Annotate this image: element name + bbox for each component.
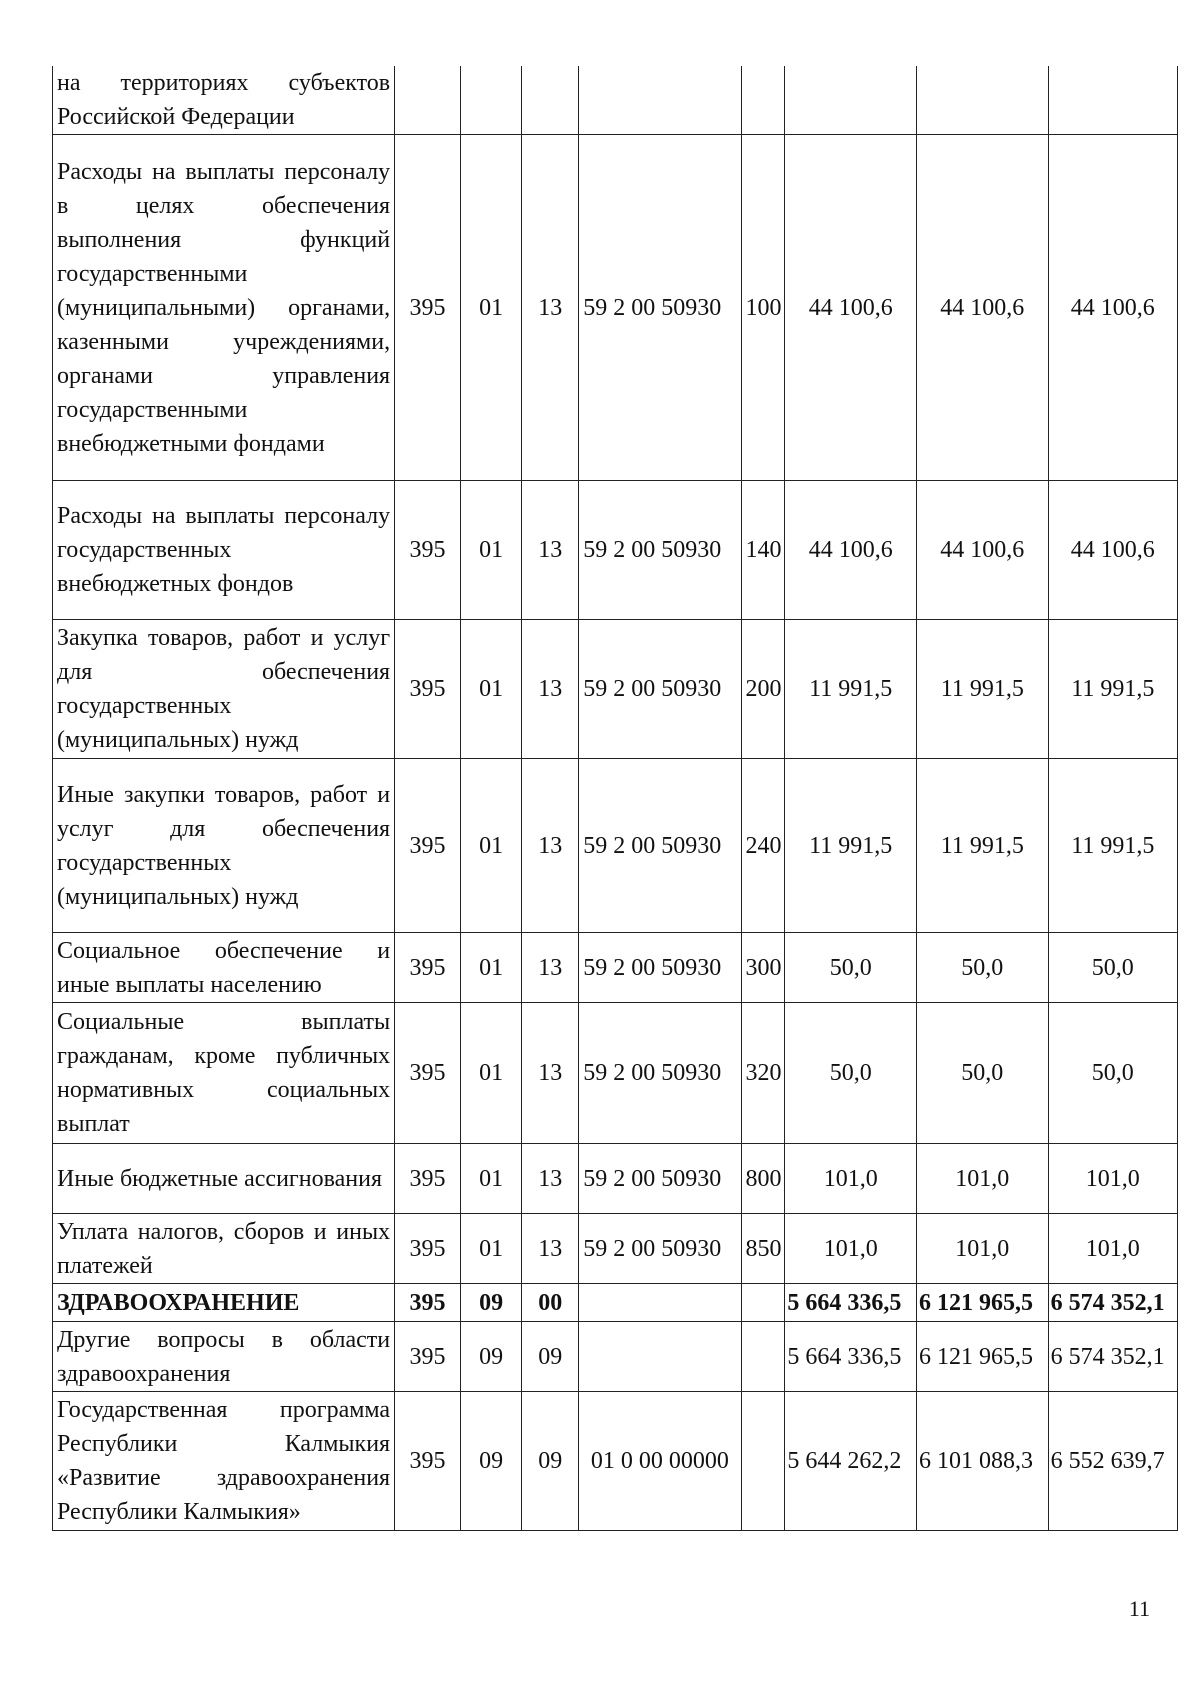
year3-amount-cell: 50,0 [1048,1003,1177,1144]
csr-cell: 01 0 00 00000 [579,1392,741,1531]
ved-cell: 395 [395,1214,461,1284]
vr-cell [741,1322,785,1392]
vr-cell [741,66,785,135]
csr-cell [579,1284,741,1322]
pr-cell: 13 [522,933,579,1003]
rz-cell: 01 [460,933,521,1003]
csr-cell: 59 2 00 50930 [579,1144,741,1214]
year3-amount-cell: 11 991,5 [1048,620,1177,759]
row-name-cell: Иные бюджетные ассигнования [53,1144,395,1214]
csr-cell: 59 2 00 50930 [579,1214,741,1284]
ved-cell: 395 [395,135,461,481]
row-name-cell: Социальное обеспечение и иные выплаты населению [53,933,395,1003]
rz-cell: 09 [460,1392,521,1531]
year1-amount-cell: 50,0 [785,933,917,1003]
year1-amount-cell: 101,0 [785,1144,917,1214]
year1-amount-cell: 5 664 336,5 [785,1322,917,1392]
row-name-cell: Уплата налогов, сборов и иных платежей [53,1214,395,1284]
vr-cell: 240 [741,759,785,933]
budget-table [52,66,1178,1531]
row-name-cell: Социальные выплаты гражданам, кроме публичных нормативных социальных выплат [53,1003,395,1144]
year2-amount-cell: 11 991,5 [916,620,1048,759]
rz-cell: 01 [460,759,521,933]
csr-cell [579,1322,741,1392]
row-name-cell: Государственная программа Республики Калмыкия «Развитие здравоохранения Республики Калмыкия» [53,1392,395,1531]
year2-amount-cell: 6 121 965,5 [916,1322,1048,1392]
row-name-cell: Иные закупки товаров, работ и услуг для обеспечения государственных (муниципальных) нужд [53,759,395,933]
rz-cell: 01 [460,1144,521,1214]
year3-amount-cell: 101,0 [1048,1144,1177,1214]
table-row [53,759,1178,933]
year2-amount-cell: 44 100,6 [916,135,1048,481]
year3-amount-cell: 50,0 [1048,933,1177,1003]
year2-amount-cell: 50,0 [916,1003,1048,1144]
year2-amount-cell: 6 121 965,5 [916,1284,1048,1322]
year1-amount-cell: 44 100,6 [785,481,917,620]
table-row [53,1214,1178,1284]
pr-cell: 13 [522,1144,579,1214]
table-row [53,481,1178,620]
year1-amount-cell: 11 991,5 [785,620,917,759]
year3-amount-cell: 6 552 639,7 [1048,1392,1177,1531]
ved-cell: 395 [395,1322,461,1392]
year2-amount-cell: 50,0 [916,933,1048,1003]
year2-amount-cell: 101,0 [916,1214,1048,1284]
rz-cell [460,66,521,135]
pr-cell [522,66,579,135]
pr-cell: 13 [522,481,579,620]
ved-cell: 395 [395,933,461,1003]
year2-amount-cell: 44 100,6 [916,481,1048,620]
ved-cell: 395 [395,1003,461,1144]
pr-cell: 13 [522,620,579,759]
vr-cell: 850 [741,1214,785,1284]
year3-amount-cell: 44 100,6 [1048,481,1177,620]
table-row [53,66,1178,135]
vr-cell: 200 [741,620,785,759]
year3-amount-cell: 11 991,5 [1048,759,1177,933]
row-name-cell: на территориях субъектов Российской Федерации [53,66,395,135]
csr-cell: 59 2 00 50930 [579,481,741,620]
row-name-cell: Другие вопросы в области здравоохранения [53,1322,395,1392]
row-name-cell: ЗДРАВООХРАНЕНИЕ [53,1284,395,1322]
year1-amount-cell: 101,0 [785,1214,917,1284]
year1-amount-cell: 50,0 [785,1003,917,1144]
pr-cell: 13 [522,1003,579,1144]
rz-cell: 01 [460,620,521,759]
year1-amount-cell [785,66,917,135]
year1-amount-cell: 5 644 262,2 [785,1392,917,1531]
year3-amount-cell [1048,66,1177,135]
table-row [53,620,1178,759]
year1-amount-cell: 44 100,6 [785,135,917,481]
vr-cell: 140 [741,481,785,620]
pr-cell: 09 [522,1322,579,1392]
pr-cell: 13 [522,1214,579,1284]
ved-cell: 395 [395,1392,461,1531]
row-name-cell: Закупка товаров, работ и услуг для обеспечения государственных (муниципальных) нужд [53,620,395,759]
ved-cell: 395 [395,481,461,620]
rz-cell: 01 [460,481,521,620]
csr-cell: 59 2 00 50930 [579,759,741,933]
year3-amount-cell: 6 574 352,1 [1048,1322,1177,1392]
csr-cell: 59 2 00 50930 [579,933,741,1003]
pr-cell: 09 [522,1392,579,1531]
csr-cell: 59 2 00 50930 [579,620,741,759]
ved-cell [395,66,461,135]
year2-amount-cell: 11 991,5 [916,759,1048,933]
page-number: 11 [1128,1596,1150,1621]
row-name-cell: Расходы на выплаты персоналу в целях обеспечения выполнения функций государственными (муниципальными) органами, казенными учреждениями, органами управления государственными внебюджетными фондами [53,135,395,481]
rz-cell: 09 [460,1322,521,1392]
year2-amount-cell [916,66,1048,135]
ved-cell: 395 [395,620,461,759]
ved-cell: 395 [395,1284,461,1322]
ved-cell: 395 [395,1144,461,1214]
ved-cell: 395 [395,759,461,933]
table-row [53,933,1178,1003]
vr-cell: 800 [741,1144,785,1214]
csr-cell: 59 2 00 50930 [579,135,741,481]
year1-amount-cell: 11 991,5 [785,759,917,933]
vr-cell: 320 [741,1003,785,1144]
table-row [53,1003,1178,1144]
vr-cell: 300 [741,933,785,1003]
csr-cell [579,66,741,135]
pr-cell: 13 [522,759,579,933]
table-row [53,1392,1178,1531]
year3-amount-cell: 44 100,6 [1048,135,1177,481]
row-name-cell: Расходы на выплаты персоналу государственных внебюджетных фондов [53,481,395,620]
pr-cell: 00 [522,1284,579,1322]
year2-amount-cell: 6 101 088,3 [916,1392,1048,1531]
vr-cell [741,1392,785,1531]
table-row [53,1144,1178,1214]
vr-cell [741,1284,785,1322]
csr-cell: 59 2 00 50930 [579,1003,741,1144]
year2-amount-cell: 101,0 [916,1144,1048,1214]
table-row [53,1322,1178,1392]
table-row [53,135,1178,481]
rz-cell: 09 [460,1284,521,1322]
table-row [53,1284,1178,1322]
rz-cell: 01 [460,1214,521,1284]
pr-cell: 13 [522,135,579,481]
rz-cell: 01 [460,135,521,481]
year3-amount-cell: 6 574 352,1 [1048,1284,1177,1322]
rz-cell: 01 [460,1003,521,1144]
year3-amount-cell: 101,0 [1048,1214,1177,1284]
year1-amount-cell: 5 664 336,5 [785,1284,917,1322]
vr-cell: 100 [741,135,785,481]
